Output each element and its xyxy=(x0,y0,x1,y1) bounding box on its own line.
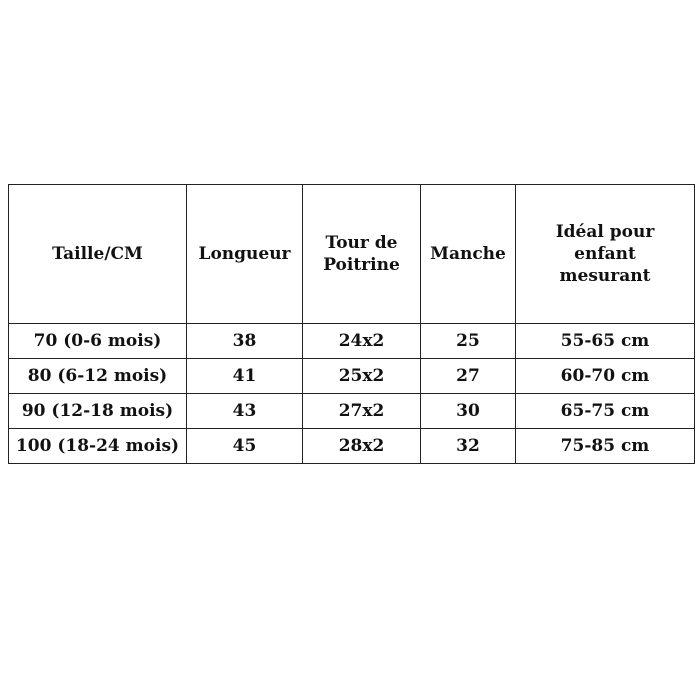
cell-sleeve: 30 xyxy=(421,394,516,429)
cell-size: 90 (12-18 mois) xyxy=(9,394,187,429)
cell-chest: 24x2 xyxy=(303,324,421,359)
cell-size: 70 (0-6 mois) xyxy=(9,324,187,359)
cell-sleeve: 25 xyxy=(421,324,516,359)
table-row xyxy=(9,429,695,464)
cell-length: 43 xyxy=(187,394,303,429)
cell-length: 38 xyxy=(187,324,303,359)
cell-chest: 28x2 xyxy=(303,429,421,464)
cell-length: 45 xyxy=(187,429,303,464)
table-row xyxy=(9,359,695,394)
cell-chest: 27x2 xyxy=(303,394,421,429)
cell-chest: 25x2 xyxy=(303,359,421,394)
cell-ideal-height: 65-75 cm xyxy=(516,394,695,429)
header-sleeve: Manche xyxy=(421,185,516,324)
header-row xyxy=(9,185,695,324)
table-row xyxy=(9,324,695,359)
header-length: Longueur xyxy=(187,185,303,324)
cell-ideal-height: 55-65 cm xyxy=(516,324,695,359)
header-chest: Tour de Poitrine xyxy=(303,185,421,324)
cell-sleeve: 32 xyxy=(421,429,516,464)
cell-ideal-height: 75-85 cm xyxy=(516,429,695,464)
header-ideal-height: Idéal pour enfant mesurant xyxy=(516,185,695,324)
cell-ideal-height: 60-70 cm xyxy=(516,359,695,394)
cell-size: 80 (6-12 mois) xyxy=(9,359,187,394)
size-chart-table xyxy=(8,184,695,464)
header-size: Taille/CM xyxy=(9,185,187,324)
cell-size: 100 (18-24 mois) xyxy=(9,429,187,464)
cell-length: 41 xyxy=(187,359,303,394)
table-row xyxy=(9,394,695,429)
cell-sleeve: 27 xyxy=(421,359,516,394)
